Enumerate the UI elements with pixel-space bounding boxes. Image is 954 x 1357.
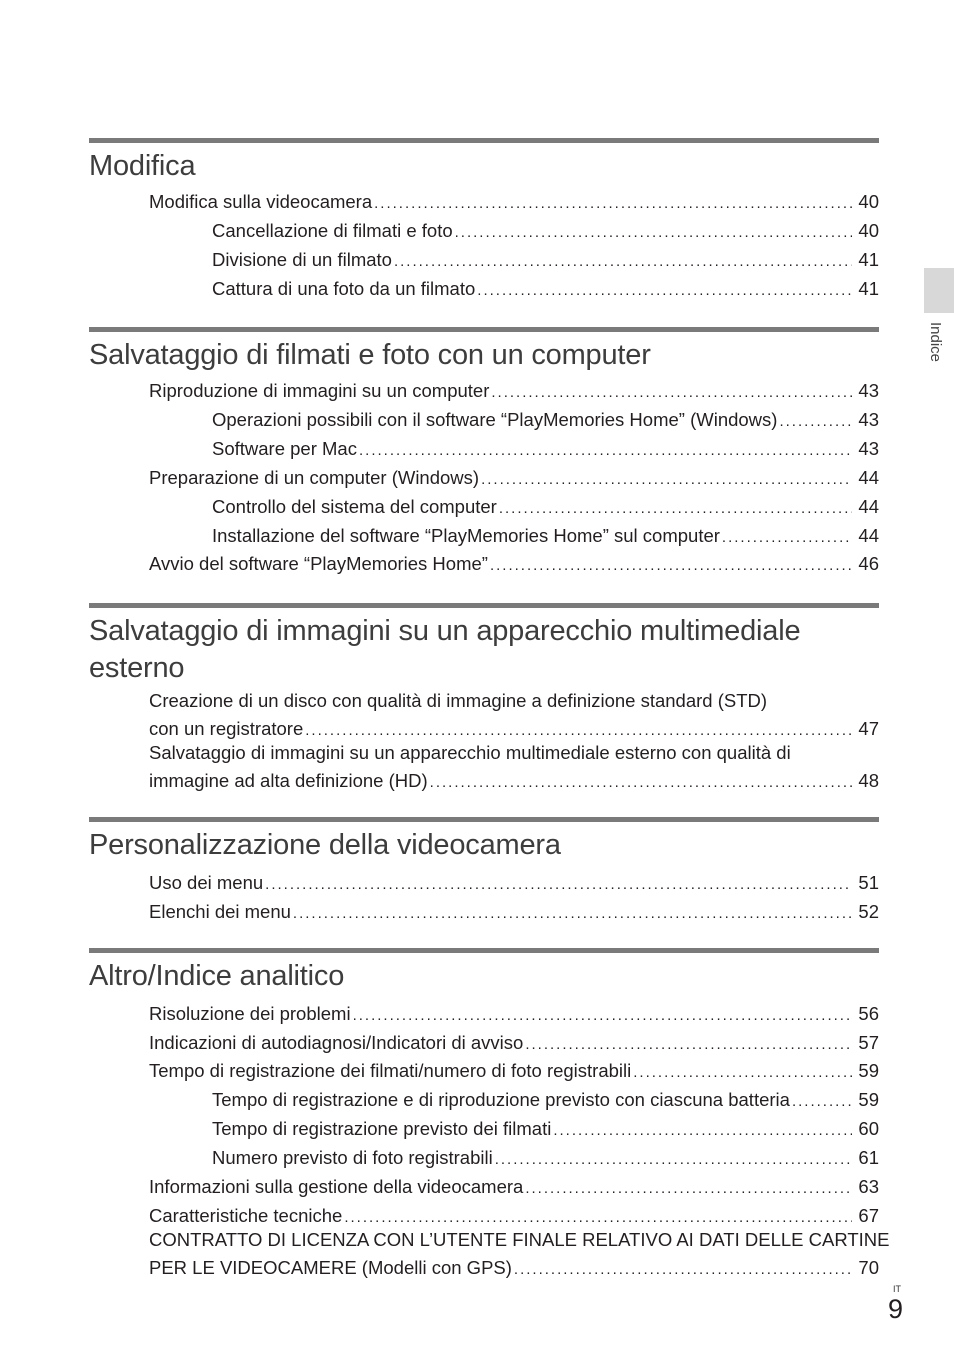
- section-salvataggio-esterno: [89, 603, 879, 797]
- section-rule: [89, 327, 879, 332]
- section-title-line2: esterno: [89, 652, 185, 684]
- toc-entry-text: Controllo del sistema del computer: [212, 496, 497, 517]
- leader-dots: [394, 250, 852, 274]
- toc-entry[interactable]: [89, 741, 879, 793]
- leader-dots: [490, 554, 852, 578]
- toc-entry-text: Uso dei menu: [149, 872, 264, 893]
- section-title-line1: Salvataggio di immagini su un apparecchio multimediale: [89, 615, 801, 647]
- section-title: Salvataggio di filmati e foto con un computer: [89, 339, 651, 371]
- leader-dots: [792, 1090, 852, 1114]
- section-salvataggio-computer: [89, 327, 879, 584]
- side-tab-marker[interactable]: [924, 268, 954, 313]
- toc-entry-page: 44: [858, 525, 879, 546]
- toc-entry-page: 41: [858, 278, 879, 299]
- toc-entry-text: immagine ad alta definizione (HD): [149, 770, 428, 791]
- toc-entry-page: 56: [858, 1003, 879, 1024]
- toc-entry-page: 67: [858, 1205, 879, 1226]
- toc-entry-text-line1: Salvataggio di immagini su un apparecchio multimediale esterno con qualità di: [149, 742, 791, 763]
- toc-entry[interactable]: [89, 374, 879, 403]
- leader-dots: [514, 1258, 853, 1282]
- leader-dots: [305, 719, 852, 743]
- toc-entry[interactable]: [89, 272, 879, 301]
- toc-entry-text: Installazione del software “PlayMemories Home” sul computer: [212, 525, 720, 546]
- toc-entry-page: 41: [858, 249, 879, 270]
- toc-entry-page: 46: [858, 553, 879, 574]
- leader-dots: [344, 1206, 852, 1230]
- section-rule: [89, 138, 879, 143]
- toc-entry-text: Caratteristiche tecniche: [149, 1205, 343, 1226]
- page-number: 9: [888, 1294, 904, 1324]
- section-altro: [89, 948, 890, 1295]
- toc-entry-text-line1: CONTRATTO DI LICENZA CON L’UTENTE FINALE RELATIVO AI DATI DELLE CARTINE: [149, 1229, 890, 1250]
- toc-entry[interactable]: [89, 1228, 890, 1280]
- toc-entry-text: Cancellazione di filmati e foto: [212, 220, 453, 241]
- leader-dots: [481, 468, 852, 492]
- toc-entry[interactable]: [89, 403, 879, 432]
- leader-dots: [265, 873, 852, 897]
- toc-entry-page: 57: [858, 1032, 879, 1053]
- toc-entry[interactable]: [89, 185, 879, 214]
- toc-entry-page: 51: [858, 872, 879, 893]
- side-tab-label: Indice: [927, 322, 944, 363]
- toc-entry-page: 70: [858, 1257, 879, 1278]
- section-title: Modifica: [89, 150, 196, 182]
- toc-entry[interactable]: [89, 1141, 879, 1170]
- toc-entry-text-line1: Creazione di un disco con qualità di immagine a definizione standard (STD): [149, 690, 768, 711]
- toc-entry[interactable]: [89, 490, 879, 519]
- toc-entry-page: 60: [858, 1118, 879, 1139]
- toc-entry[interactable]: [89, 1026, 879, 1055]
- toc-entry[interactable]: [89, 519, 879, 548]
- leader-dots: [359, 439, 852, 463]
- toc-entry-text: Indicazioni di autodiagnosi/Indicatori di avviso: [149, 1032, 524, 1053]
- leader-dots: [455, 221, 853, 245]
- toc-entry-page: 43: [858, 409, 879, 430]
- leader-dots: [525, 1177, 852, 1201]
- leader-dots: [779, 410, 852, 434]
- toc-entry-text: Software per Mac: [212, 438, 357, 459]
- toc-entry-text: Elenchi dei menu: [149, 901, 291, 922]
- leader-dots: [353, 1004, 853, 1028]
- leader-dots: [553, 1119, 852, 1143]
- toc-entry-page: 40: [858, 220, 879, 241]
- language-code: IT: [893, 1284, 901, 1294]
- toc-entry[interactable]: [89, 1112, 879, 1141]
- toc-entry-page: 47: [858, 718, 879, 739]
- leader-dots: [374, 192, 852, 216]
- toc-entry-page: 44: [858, 496, 879, 517]
- toc-entry[interactable]: [89, 689, 879, 741]
- section-rule: [89, 817, 879, 822]
- toc-entry-page: 44: [858, 467, 879, 488]
- toc-entry-text: Operazioni possibili con il software “PlayMemories Home” (Windows): [212, 409, 778, 430]
- toc-entry-page: 61: [858, 1147, 879, 1168]
- toc-entry-text: Avvio del software “PlayMemories Home”: [149, 553, 488, 574]
- toc-entry[interactable]: [89, 1170, 879, 1199]
- toc-entry[interactable]: [89, 895, 879, 924]
- toc-entry-text: Tempo di registrazione e di riproduzione previsto con ciascuna batteria: [212, 1089, 790, 1110]
- section-title: Personalizzazione della videocamera: [89, 829, 561, 861]
- section-rule: [89, 948, 879, 953]
- toc-entry-page: 52: [858, 901, 879, 922]
- toc-entry-page: 59: [858, 1089, 879, 1110]
- toc-entry-text: Divisione di un filmato: [212, 249, 392, 270]
- section-rule: [89, 603, 879, 608]
- toc-entry-text: Modifica sulla videocamera: [149, 191, 373, 212]
- toc-entry-text: Informazioni sulla gestione della videocamera: [149, 1176, 524, 1197]
- section-personalizzazione: [89, 817, 879, 924]
- leader-dots: [491, 381, 852, 405]
- toc-entry-page: 48: [858, 770, 879, 791]
- leader-dots: [495, 1148, 853, 1172]
- toc-entry[interactable]: [89, 432, 879, 461]
- toc-entry-text: Cattura di una foto da un filmato: [212, 278, 476, 299]
- toc-entry-page: 43: [858, 380, 879, 401]
- toc-entry[interactable]: [89, 997, 879, 1026]
- toc-entry[interactable]: [89, 547, 879, 576]
- toc-entry-text: Riproduzione di immagini su un computer: [149, 380, 490, 401]
- toc-entry[interactable]: [89, 214, 879, 243]
- section-title: Altro/Indice analitico: [89, 960, 345, 992]
- leader-dots: [633, 1061, 852, 1085]
- toc-entry[interactable]: [89, 1199, 879, 1228]
- toc-entry-page: 63: [858, 1176, 879, 1197]
- toc-entry-text: con un registratore: [149, 718, 304, 739]
- toc-entry-text: Risoluzione dei problemi: [149, 1003, 351, 1024]
- toc-entry-page: 43: [858, 438, 879, 459]
- toc-entry[interactable]: [89, 1054, 879, 1083]
- toc-entry-text: Numero previsto di foto registrabili: [212, 1147, 493, 1168]
- section-modifica: [89, 138, 879, 305]
- toc-entry[interactable]: [89, 461, 879, 490]
- toc-entry-text: PER LE VIDEOCAMERE (Modelli con GPS): [149, 1257, 512, 1278]
- leader-dots: [430, 771, 853, 795]
- toc-entry-text: Tempo di registrazione dei filmati/numero di foto registrabili: [149, 1060, 632, 1081]
- toc-entry[interactable]: [89, 1083, 879, 1112]
- toc-entry[interactable]: [89, 243, 879, 272]
- toc-entry-text: Tempo di registrazione previsto dei filmati: [212, 1118, 552, 1139]
- leader-dots: [499, 497, 853, 521]
- toc-entry-text: Preparazione di un computer (Windows): [149, 467, 480, 488]
- toc-entry-page: 40: [858, 191, 879, 212]
- leader-dots: [477, 279, 852, 303]
- toc-entry[interactable]: [89, 866, 879, 895]
- leader-dots: [293, 902, 853, 926]
- toc-entry-page: 59: [858, 1060, 879, 1081]
